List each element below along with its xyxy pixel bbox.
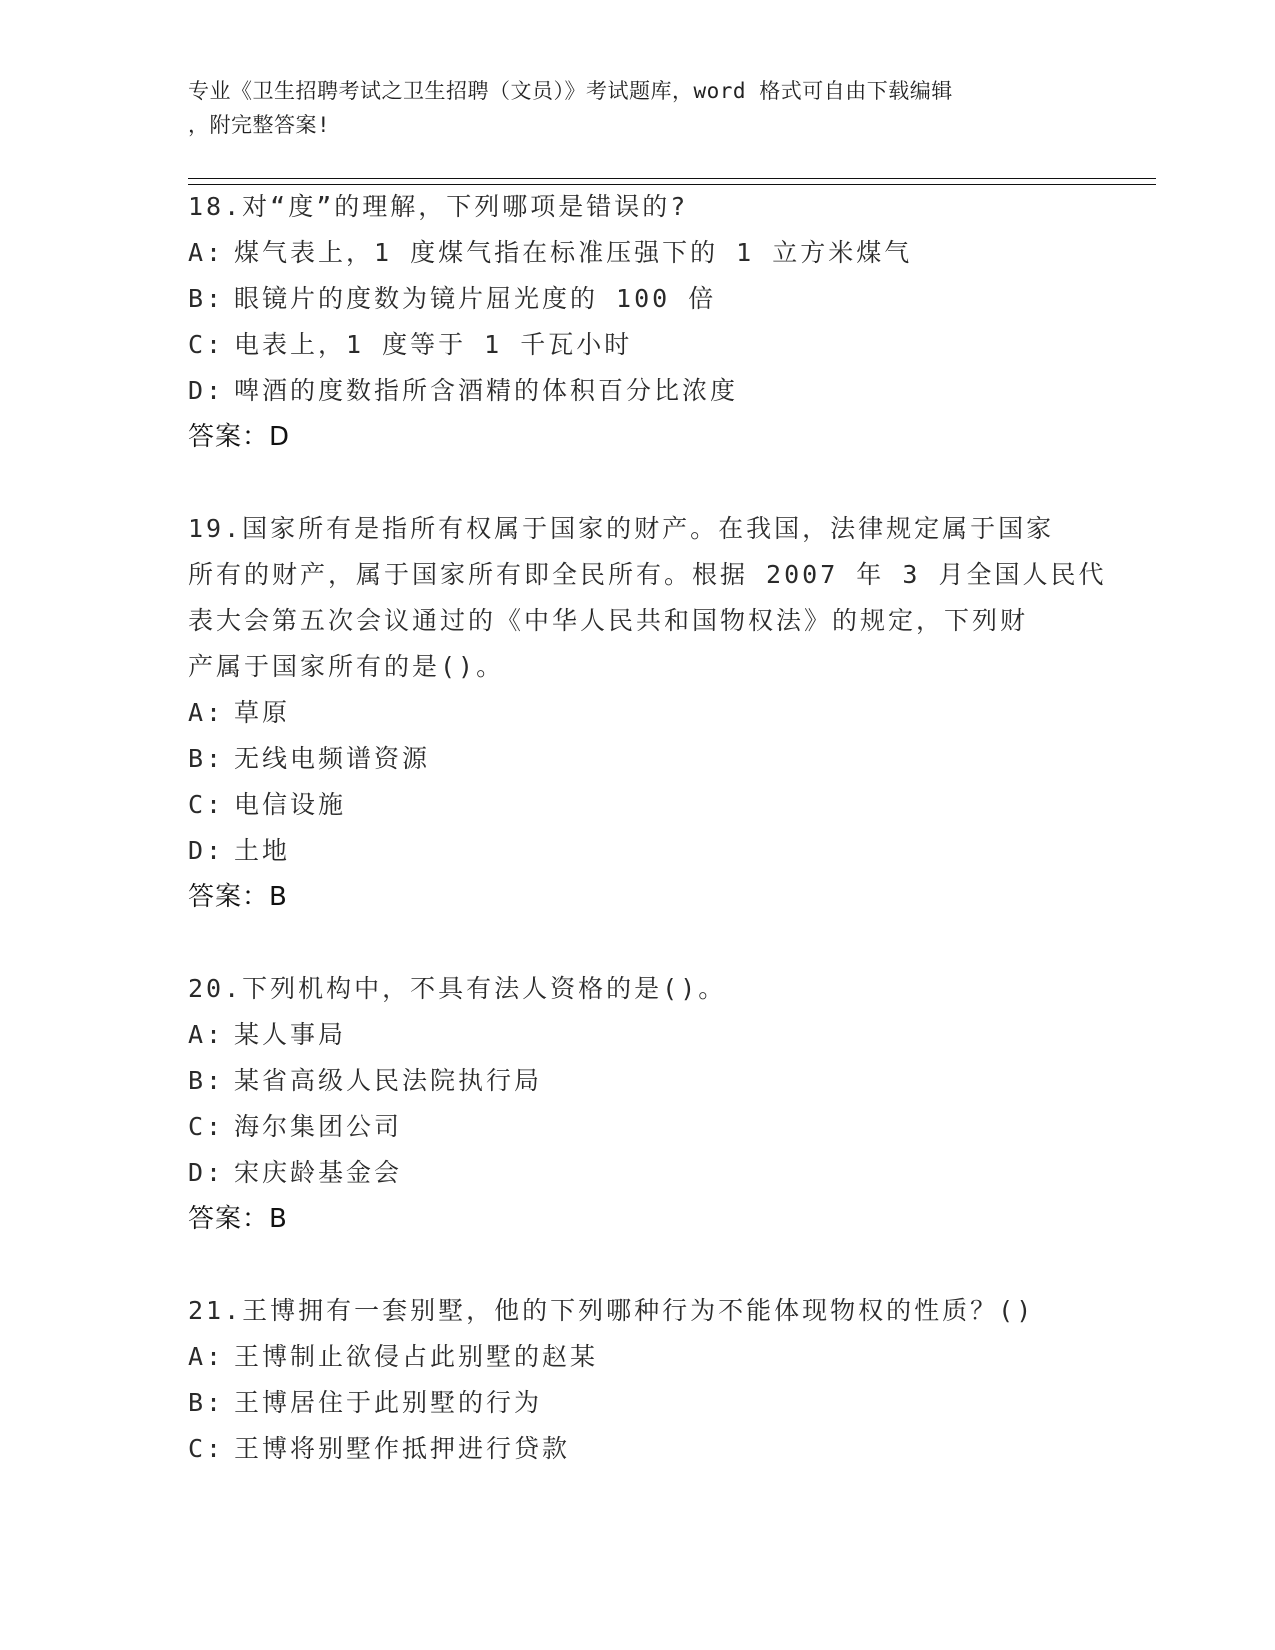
option-key: D: bbox=[188, 376, 225, 405]
option-text: 眼镜片的度数为镜片屈光度的 100 倍 bbox=[234, 284, 717, 313]
question-21 bbox=[188, 1288, 1088, 1472]
option-c bbox=[188, 782, 1088, 828]
option-b bbox=[188, 736, 1088, 782]
question-stem: 21.王博拥有一套别墅，他的下列哪种行为不能体现物权的性质？() bbox=[188, 1296, 1035, 1325]
option-key: B: bbox=[188, 744, 225, 773]
header-line-2: ，附完整答案! bbox=[188, 113, 331, 137]
header-divider-top bbox=[188, 178, 1156, 179]
option-key: A: bbox=[188, 698, 225, 727]
question-stem: 产属于国家所有的是()。 bbox=[188, 652, 505, 681]
document-header bbox=[188, 74, 1078, 142]
option-d bbox=[188, 368, 1088, 414]
option-a bbox=[188, 1012, 1088, 1058]
option-key: D: bbox=[188, 836, 225, 865]
option-d bbox=[188, 828, 1088, 874]
question-stem: 18.对“度”的理解，下列哪项是错误的? bbox=[188, 192, 689, 221]
option-text: 海尔集团公司 bbox=[234, 1112, 403, 1141]
option-key: D: bbox=[188, 1158, 225, 1187]
option-b bbox=[188, 276, 1088, 322]
option-a bbox=[188, 690, 1088, 736]
option-c bbox=[188, 1426, 1088, 1472]
question-stem: 所有的财产，属于国家所有即全民所有。根据 2007 年 3 月全国人民代 bbox=[188, 560, 1107, 589]
option-a bbox=[188, 1334, 1088, 1380]
option-d bbox=[188, 1150, 1088, 1196]
question-stem: 19.国家所有是指所有权属于国家的财产。在我国，法律规定属于国家 bbox=[188, 514, 1055, 543]
option-text: 无线电频谱资源 bbox=[234, 744, 431, 773]
option-text: 草原 bbox=[234, 698, 291, 727]
answer: 答案：B bbox=[188, 1204, 288, 1234]
option-b bbox=[188, 1058, 1088, 1104]
option-text: 啤酒的度数指所含酒精的体积百分比浓度 bbox=[234, 376, 739, 405]
option-key: A: bbox=[188, 238, 225, 267]
question-18 bbox=[188, 184, 1088, 460]
option-text: 电表上，1 度等于 1 千瓦小时 bbox=[234, 330, 633, 359]
option-key: B: bbox=[188, 1388, 225, 1417]
option-key: C: bbox=[188, 790, 225, 819]
answer: 答案：D bbox=[188, 422, 291, 452]
option-c bbox=[188, 1104, 1088, 1150]
header-line-1: 专业《卫生招聘考试之卫生招聘（文员）》考试题库，word 格式可自由下载编辑 bbox=[188, 79, 953, 103]
question-20 bbox=[188, 966, 1088, 1242]
question-stem: 20.下列机构中，不具有法人资格的是()。 bbox=[188, 974, 727, 1003]
option-text: 王博居住于此别墅的行为 bbox=[234, 1388, 543, 1417]
option-key: B: bbox=[188, 284, 225, 313]
option-key: B: bbox=[188, 1066, 225, 1095]
option-c bbox=[188, 322, 1088, 368]
question-19 bbox=[188, 506, 1107, 920]
option-text: 王博制止欲侵占此别墅的赵某 bbox=[234, 1342, 599, 1371]
question-stem: 表大会第五次会议通过的《中华人民共和国物权法》的规定，下列财 bbox=[188, 606, 1029, 635]
option-text: 电信设施 bbox=[234, 790, 347, 819]
option-key: C: bbox=[188, 1112, 225, 1141]
option-text: 宋庆龄基金会 bbox=[234, 1158, 403, 1187]
option-text: 煤气表上，1 度煤气指在标准压强下的 1 立方米煤气 bbox=[234, 238, 913, 267]
option-key: A: bbox=[188, 1342, 225, 1371]
option-text: 某省高级人民法院执行局 bbox=[234, 1066, 543, 1095]
option-text: 王博将别墅作抵押进行贷款 bbox=[234, 1434, 571, 1463]
option-text: 土地 bbox=[234, 836, 291, 865]
option-key: C: bbox=[188, 1434, 225, 1463]
option-a bbox=[188, 230, 1088, 276]
answer: 答案：B bbox=[188, 882, 288, 912]
option-key: C: bbox=[188, 330, 225, 359]
option-text: 某人事局 bbox=[234, 1020, 347, 1049]
option-b bbox=[188, 1380, 1088, 1426]
option-key: A: bbox=[188, 1020, 225, 1049]
